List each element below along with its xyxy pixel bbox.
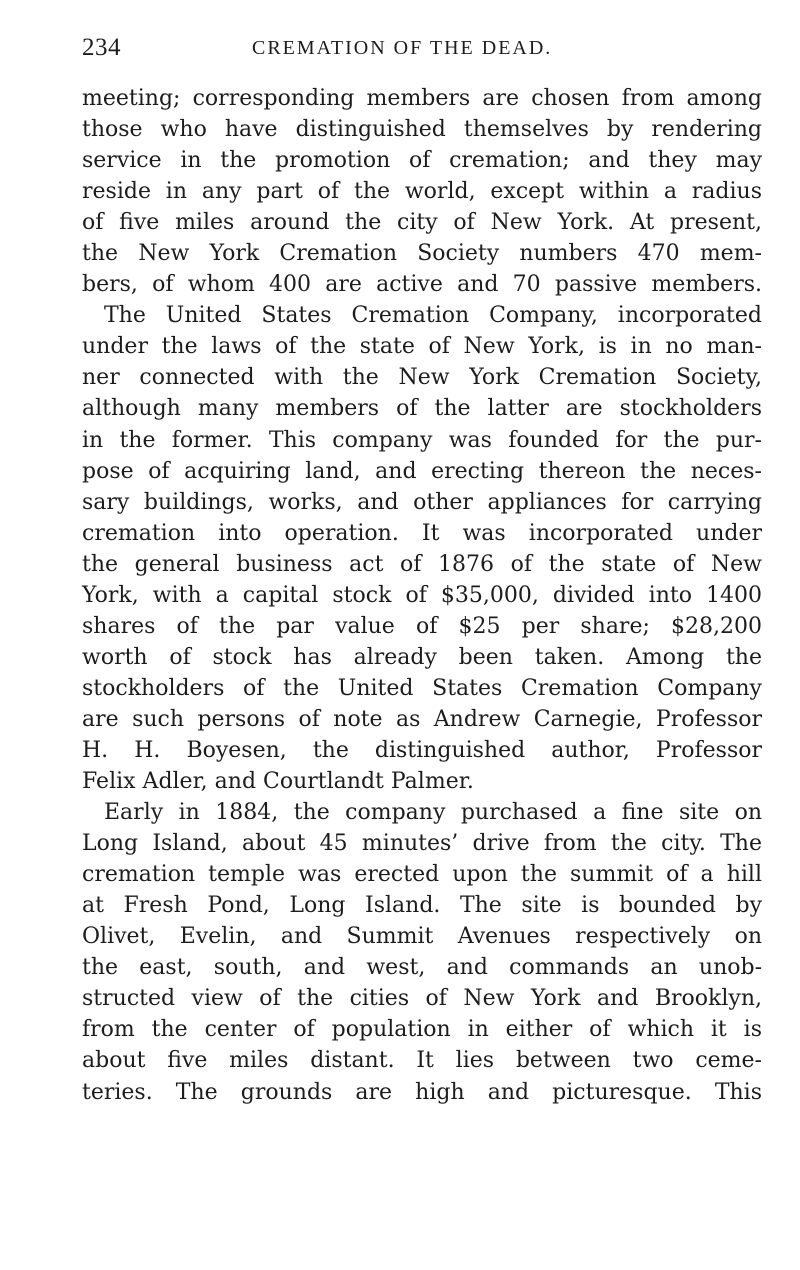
text-line: of five miles around the city of New York. At present, <box>82 210 762 236</box>
text-line: ner connected with the New York Cremation Society, <box>82 365 762 391</box>
running-title: CREMATION OF THE DEAD. <box>252 37 553 59</box>
text-line: shares of the par value of $25 per share; $28,200 <box>82 613 762 639</box>
text-line: Olivet, Evelin, and Summit Avenues respectively on <box>82 924 762 950</box>
page-header <box>82 34 762 70</box>
text-line: The United States Cremation Company, incorporated <box>104 303 762 329</box>
text-line: cremation temple was erected upon the summit of a hill <box>82 862 762 888</box>
body-text <box>82 83 762 1108</box>
text-line: pose of acquiring land, and erecting thereon the neces- <box>82 458 762 484</box>
text-line: bers, of whom 400 are active and 70 passive members. <box>82 272 762 298</box>
page-number: 234 <box>82 34 121 61</box>
text-line: H. H. Boyesen, the distinguished author, Professor <box>82 737 762 763</box>
text-line: stockholders of the United States Cremation Company <box>82 675 762 701</box>
text-line: in the former. This company was founded for the pur- <box>82 427 762 453</box>
text-line: the general business act of 1876 of the state of New <box>82 551 762 577</box>
text-line: teries. The grounds are high and picturesque. This <box>82 1079 762 1105</box>
text-line: are such persons of note as Andrew Carnegie, Professor <box>82 706 762 732</box>
text-line: structed view of the cities of New York and Brooklyn, <box>82 986 762 1012</box>
text-line: York, with a capital stock of $35,000, divided into 1400 <box>82 582 762 608</box>
text-line: Felix Adler, and Courtlandt Palmer. <box>82 769 474 795</box>
text-line: at Fresh Pond, Long Island. The site is bounded by <box>82 893 762 919</box>
text-line: cremation into operation. It was incorporated under <box>82 520 762 546</box>
text-line: meeting; corresponding members are chosen from among <box>82 86 762 111</box>
text-line: Early in 1884, the company purchased a fine site on <box>104 800 762 826</box>
text-line: Long Island, about 45 minutes’ drive from the city. The <box>82 831 762 857</box>
text-line: from the center of population in either of which it is <box>82 1017 762 1043</box>
text-line: worth of stock has already been taken. Among the <box>82 644 762 670</box>
text-line: about five miles distant. It lies between two ceme- <box>82 1048 762 1074</box>
text-line: service in the promotion of cremation; and they may <box>82 148 762 174</box>
text-line: the New York Cremation Society numbers 470 mem- <box>82 241 762 267</box>
text-line: sary buildings, works, and other appliances for carrying <box>82 489 762 515</box>
text-line: those who have distinguished themselves by rendering <box>82 117 762 143</box>
text-line: the east, south, and west, and commands an unob- <box>82 955 762 981</box>
text-line: under the laws of the state of New York, is in no man- <box>82 334 762 360</box>
text-line: reside in any part of the world, except within a radius <box>82 179 762 205</box>
text-line: although many members of the latter are stockholders <box>82 396 762 422</box>
